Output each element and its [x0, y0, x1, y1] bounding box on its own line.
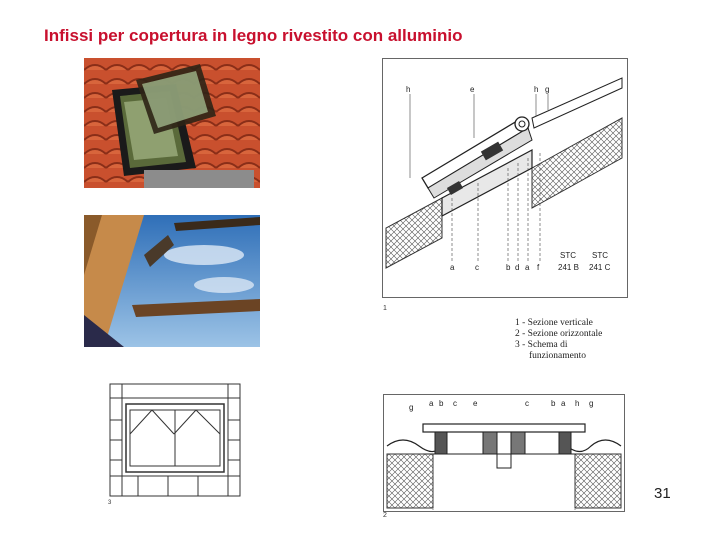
horizontal-label-a1: a	[429, 399, 434, 408]
stc-left-label: STC	[560, 251, 576, 260]
horizontal-label-h: h	[575, 399, 580, 408]
slide-title: Infissi per copertura in legno rivestito con alluminio	[44, 26, 463, 45]
stc-right-code: 241 C	[589, 263, 611, 272]
vertical-label-f: f	[537, 263, 540, 272]
vertical-label-h2: h	[534, 85, 539, 94]
horizontal-label-c2: c	[525, 399, 529, 408]
vertical-label-a2: a	[525, 263, 530, 272]
horizontal-label-c1: c	[453, 399, 457, 408]
vertical-figure-number: 1	[383, 305, 387, 312]
horizontal-figure-number: 2	[383, 512, 387, 519]
figure-legend	[515, 318, 602, 362]
horizontal-label-g2: g	[589, 399, 594, 408]
horizontal-label-b1: b	[439, 399, 444, 408]
vertical-section-drawing	[382, 58, 628, 298]
roof-window-photo	[84, 58, 260, 188]
vertical-label-a1: a	[450, 263, 455, 272]
legend-item: 2 - Sezione orizzontale	[515, 329, 603, 339]
window-plan-sketch	[108, 380, 246, 505]
horizontal-label-a2: a	[561, 399, 566, 408]
plan-figure-number: 3	[108, 500, 112, 505]
vertical-label-e: e	[470, 85, 475, 94]
stc-right-label: STC	[592, 251, 608, 260]
horizontal-label-g1: g	[409, 403, 414, 412]
vertical-label-c: c	[475, 263, 479, 272]
vertical-label-h1: h	[406, 85, 411, 94]
page-number: 31	[654, 485, 671, 502]
horizontal-label-b2: b	[551, 399, 556, 408]
stc-left-code: 241 B	[558, 263, 579, 272]
vertical-label-g: g	[545, 85, 550, 94]
horizontal-section-drawing	[383, 394, 625, 512]
open-window-sky-photo	[84, 215, 260, 347]
legend-item: funzionamento	[529, 351, 586, 361]
vertical-label-d: d	[515, 263, 520, 272]
horizontal-label-e: e	[473, 399, 478, 408]
vertical-label-b: b	[506, 263, 511, 272]
legend-item: 3 - Schema di	[515, 340, 568, 350]
legend-item: 1 - Sezione verticale	[515, 318, 593, 328]
